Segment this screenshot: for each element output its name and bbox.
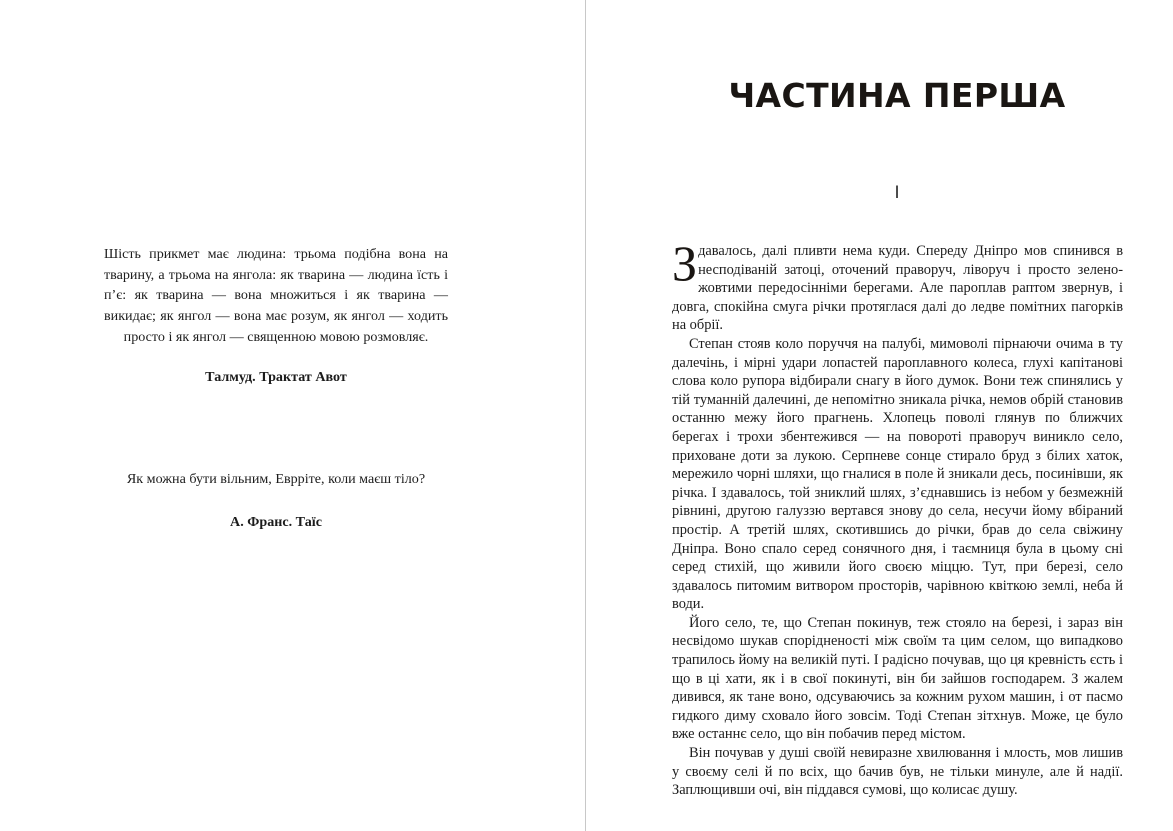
paragraph-1 <box>672 235 1123 335</box>
chapter-number: I <box>894 183 900 203</box>
paragraph-1-text: давалось, далі пливти нема куди. Спереду Дніпро мов спинився в несподіваній затоці, оточений праворуч, ліворуч і просто зелено-жовтими передосінніми берегами. Але пароплав раптом звернув, і довга, спокійна смуга річки протяглася далі до ледве помітних пагорків на обрії. <box>672 243 1123 334</box>
drop-cap: З <box>672 235 698 291</box>
epigraph-talmud-source: Талмуд. Трактат Авот <box>205 369 347 385</box>
chapter-body <box>672 235 1123 800</box>
page-gutter-divider <box>585 0 586 831</box>
epigraph-france-source: А. Франс. Таїс <box>230 514 322 530</box>
paragraph-2: Степан стояв коло поруччя на палубі, мимоволі пірнаючи очима в ту далечінь, і мірні удари лопастей пароплавного колеса, глухі капітанові слова коло рупора відбирали снагу в його думок. Вони теж спинялись у тій туманній далечині, де непомітно зникала річка, немов обрій становив останню межу його прагнень. Хлопець поволі глянув по ближчих берегах і трохи збентежився — на повороті праворуч виникло село, приховане доти за лукою. Серпневе сонце стирало бруд з білих хаток, мережило чорні шляхи, що гналися в поле й зникали десь, посинівши, як річка. І здавалось, той зниклий шлях, з’єднавшись із небом у безмежній рівнині, другою галуззю вертався знову до села, несучи йому вбіраний простір. А третій шлях, скотившись до річки, брав до села свіжину Дніпра. Воно спало серед сонячного дня, і таємниця була в цьому сні серед стихій, що живили його своєю міццю. Тут, при березі, село здавалось питомим витвором просторів, чарівною квіткою землі, неба й води. <box>672 335 1123 613</box>
part-title: ЧАСТИНА ПЕРША <box>728 76 1066 115</box>
epigraph-talmud-text: Шість прикмет має людина: трьома подібна вона на тварину, а трьома на янгола: як тварина — людина їсть і п’є: як тварина — вона множиться і як тварина — викидає; як янгол — вона має розум, як янгол — ходить просто і як янгол — священною мовою розмовляє. <box>104 246 448 345</box>
paragraph-3: Його село, те, що Степан покинув, теж стояло на березі, і зараз він несвідомо шукав спорідненості між своїм та цим селом, що випадково трапилось йому на великій путі. І радісно почував, що ця кревність єсть і що в ці хати, як і в свої покинуті, він би зайшов господарем. З жалем дивився, як тане воно, одсуваючись за кожним рухом машин, і от пасмо гидкого диму сховало його зовсім. Тоді Степан зітхнув. Може, це було вже останнє село, що він побачив перед містом. <box>672 614 1123 743</box>
epigraph-france-text: Як можна бути вільним, Еврріте, коли маєш тіло? <box>126 471 426 487</box>
left-page <box>0 0 586 831</box>
paragraph-4: Він почував у душі своїй невиразне хвилювання і млость, мов лишив у своєму селі й по всіх, що бачив був, не тільки минуле, але й надії. Заплющивши очі, він піддався сумові, що колисає душу. <box>672 745 1123 799</box>
right-page <box>588 0 1173 831</box>
